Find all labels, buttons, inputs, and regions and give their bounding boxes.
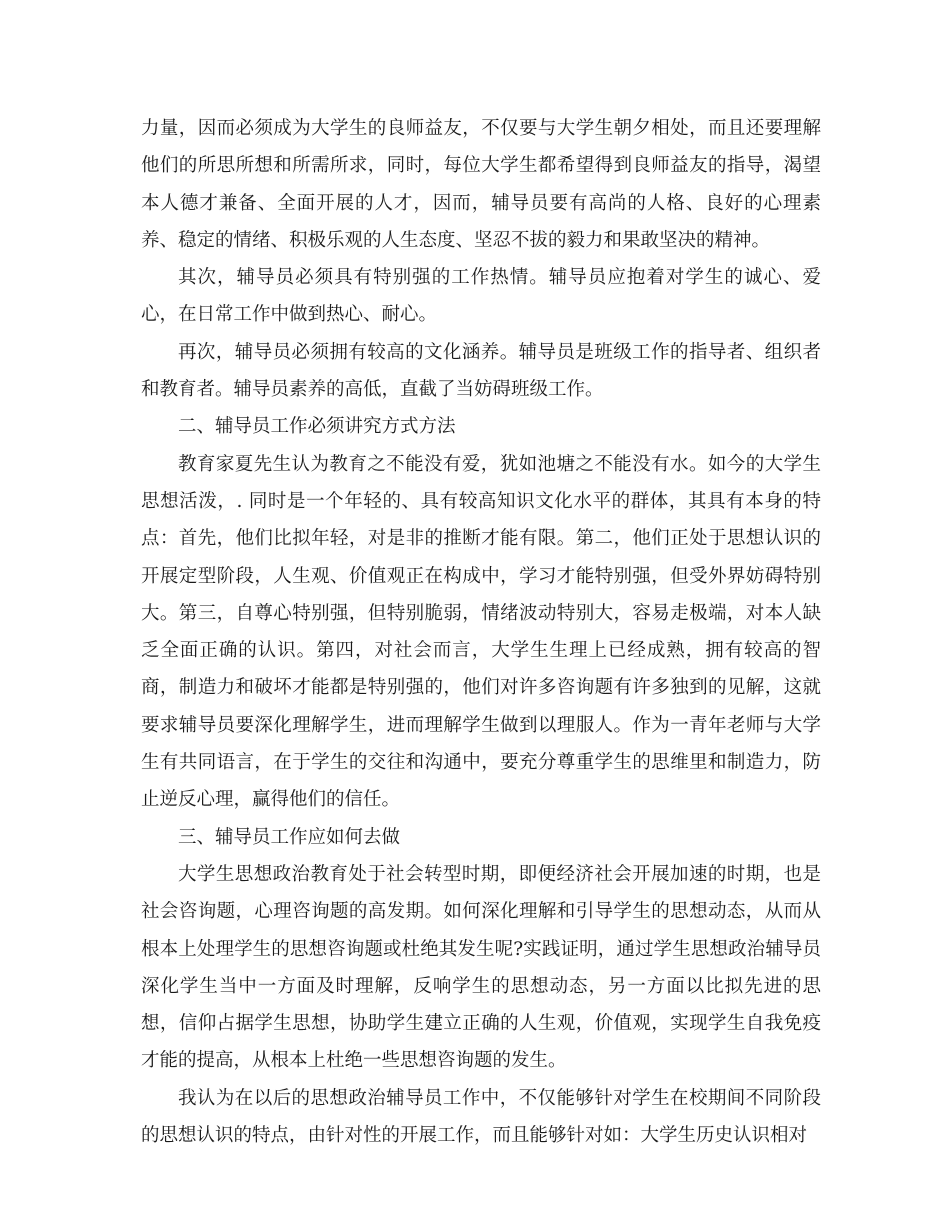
paragraph-work-enthusiasm: 其次，辅导员必须具有特别强的工作热情。辅导员应抱着对学生的诚心、爱心，在日常工作中做到热心、耐心。 xyxy=(141,267,821,326)
paragraph-ideological-education: 大学生思想政治教育处于社会转型时期，即便经济社会开展加速的时期，也是社会咨询题，心理咨询题的高发期。如何深化理解和引导学生的思想动态，从而从根本上处理学生的思想咨询题或杜绝其发生呢?实践证明，通过学生思想政治辅导员深化学生当中一方面及时理解，反响学生的思想动态，另一方面以比拟先进的思想，信仰占据学生思想，协助学生建立正确的人生观，价值观，实现学生自我免疫才能的提高，从根本上杜绝一些思想咨询题的发生。 xyxy=(141,863,821,1072)
paragraph-education-love: 教育家夏先生认为教育之不能没有爱，犹如池塘之不能没有水。如今的大学生思想活泼，. 同时是一个年轻的、具有较高知识文化水平的群体，其具有本身的特点：首先，他们比拟年轻，对是非的推断才能有限。第二，他们正处于思想认识的开展定型阶段，人生观、价值观正在构成中，学习才能特别强，但受外界妨碍特别大。第三，自尊心特别强，但特别脆弱，情绪波动特别大，容易走极端，对本人缺乏全面正确的认识。第四，对社会而言，大学生生理上已经成熟，拥有较高的智商，制造力和破坏才能都是特别强的，他们对许多咨询题有许多独到的见解，这就要求辅导员要深化理解学生，进而理解学生做到以理服人。作为一青年老师与大学生有共同语言，在于学生的交往和沟通中，要充分尊重学生的思维里和制造力，防止逆反心理，赢得他们的信任。 xyxy=(141,453,821,811)
paragraph-future-work: 我认为在以后的思想政治辅导员工作中，不仅能够针对学生在校期间不同阶段的思想认识的特点，由针对性的开展工作，而且能够针对如：大学生历史认识相对 xyxy=(141,1087,821,1147)
document-body xyxy=(141,110,821,1154)
section-heading-2: 二、辅导员工作必须讲究方式方法 xyxy=(178,416,456,438)
paragraph-cultural-literacy: 再次，辅导员必须拥有较高的文化涵养。辅导员是班级工作的指导者、组织者和教育者。辅导员素养的高低，直截了当妨碍班级工作。 xyxy=(141,341,821,401)
paragraph-continued: 力量，因而必须成为大学生的良师益友，不仅要与大学生朝夕相处，而且还要理解他们的所思所想和所需所求，同时，每位大学生都希望得到良师益友的指导，渴望本人德才兼备、全面开展的人才，因而，辅导员要有高尚的人格、良好的心理素养、稳定的情绪、积极乐观的人生态度、坚忍不拔的毅力和果敢坚决的精神。 xyxy=(141,118,821,251)
section-heading-3: 三、辅导员工作应如何去做 xyxy=(178,826,401,848)
